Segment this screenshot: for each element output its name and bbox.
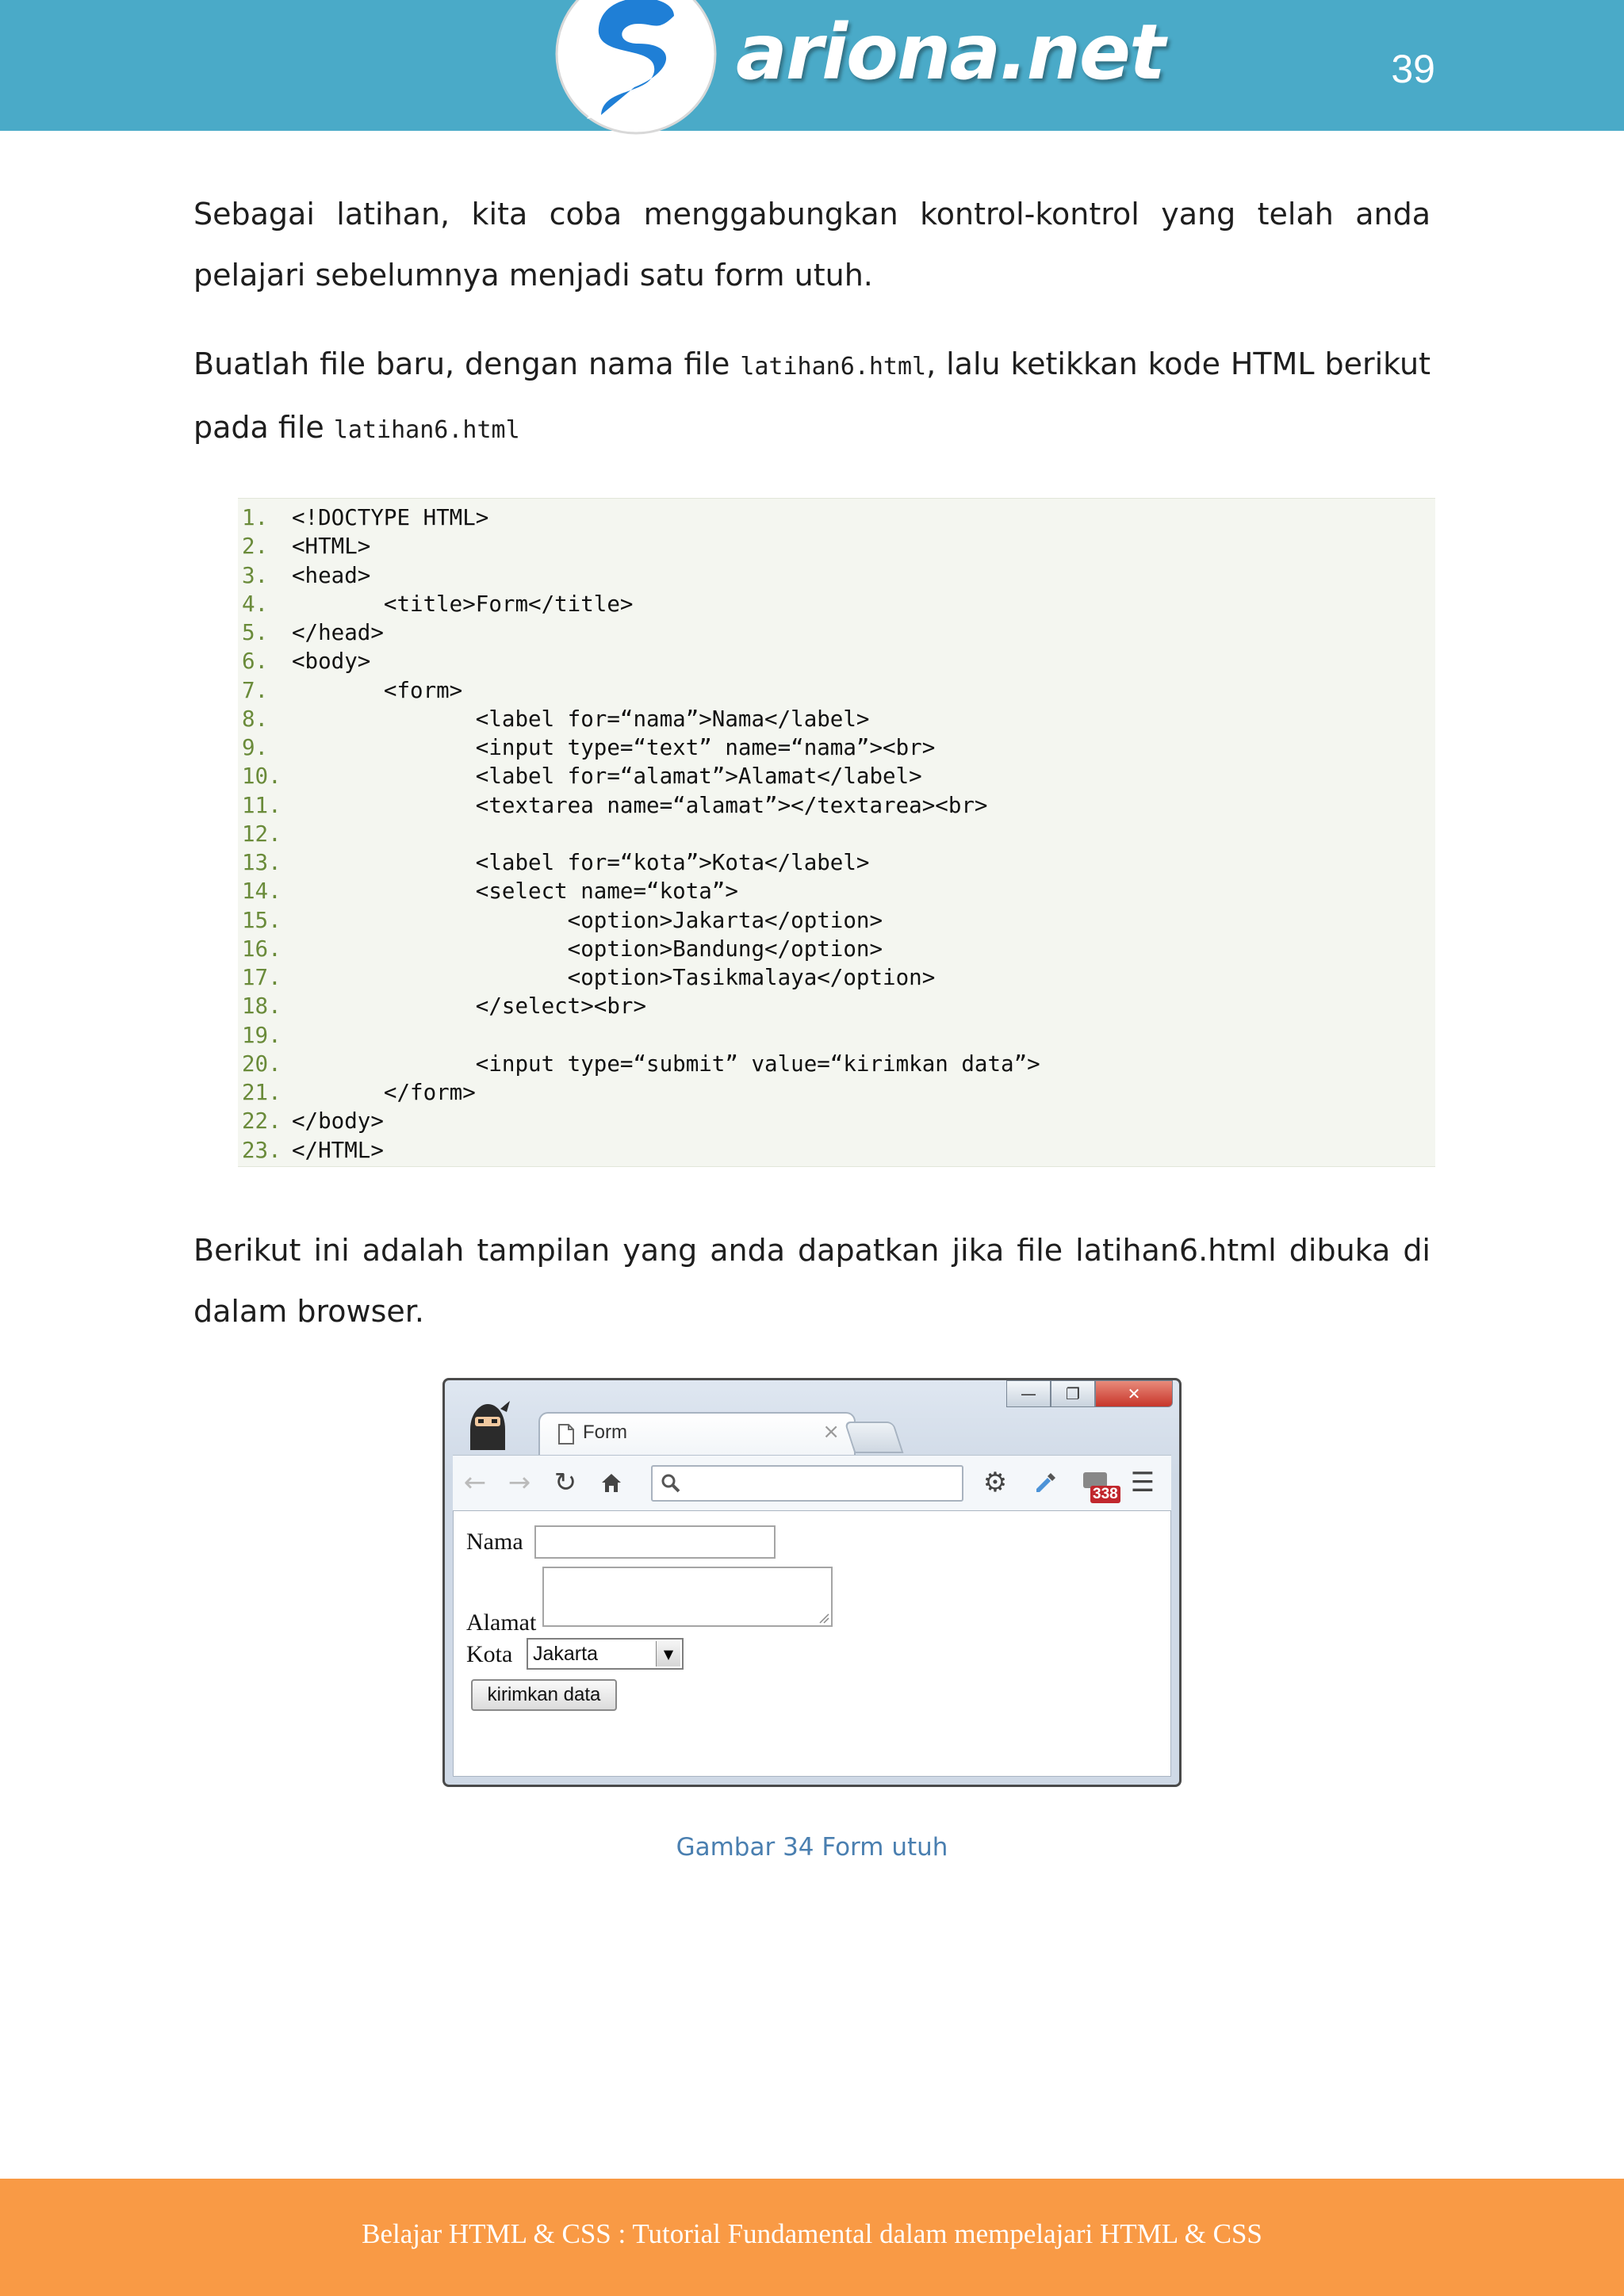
- code-line-number: 22.: [242, 1108, 282, 1135]
- submit-button[interactable]: kirimkan data: [471, 1679, 617, 1711]
- code-line-text: </body>: [292, 1108, 384, 1135]
- browser-toolbar: [453, 1455, 1171, 1512]
- code-line: [238, 992, 1435, 1020]
- code-line-number: 2.: [242, 534, 269, 560]
- tab-title: Form: [583, 1422, 627, 1443]
- code-line: [238, 1021, 1435, 1050]
- code-line: [238, 848, 1435, 877]
- page-footer: [0, 2179, 1624, 2296]
- intro-paragraph: Sebagai latihan, kita coba menggabungkan kontrol-kontrol yang telah anda pelajari sebelumnya menjadi satu form utuh.: [193, 197, 1431, 293]
- code-line-number: 7.: [242, 677, 269, 703]
- site-logo: [555, 0, 1164, 151]
- kota-label: Kota: [466, 1641, 513, 1667]
- code-line-text: <option>Tasikmalaya</option>: [292, 965, 936, 990]
- logo-text: ariona.net: [736, 8, 1164, 97]
- code-line: [238, 503, 1435, 532]
- code-line: [238, 877, 1435, 905]
- code-line: [238, 762, 1435, 790]
- address-bar[interactable]: [651, 1465, 963, 1502]
- code-line-number: 9.: [242, 735, 269, 760]
- code-line-number: 14.: [242, 878, 282, 905]
- code-line-number: 17.: [242, 965, 282, 990]
- kota-selected-value: Jakarta: [533, 1643, 598, 1665]
- nama-label: Nama: [466, 1529, 523, 1555]
- chevron-down-icon[interactable]: ▼: [656, 1641, 680, 1667]
- code-line-number: 19.: [242, 1022, 282, 1048]
- code-line-number: 23.: [242, 1137, 282, 1163]
- document-icon: [557, 1423, 575, 1445]
- code-line-text: <select name=“kota”>: [292, 878, 738, 905]
- code-line: [238, 1136, 1435, 1165]
- minimize-icon[interactable]: —: [1006, 1380, 1051, 1407]
- code-line-text: <body>: [292, 649, 371, 675]
- code-line-text: <label for=“nama”>Nama</label>: [292, 706, 870, 732]
- new-tab-button[interactable]: [845, 1422, 904, 1453]
- code-listing: [238, 498, 1435, 1167]
- code-line-text: <input type=“submit” value=“kirimkan data”>: [292, 1050, 1040, 1077]
- filename-code: latihan6.html: [740, 353, 927, 381]
- code-line-number: 5.: [242, 620, 269, 645]
- code-line-number: 13.: [242, 850, 282, 875]
- code-line-text: <HTML>: [292, 534, 371, 560]
- code-line-text: </HTML>: [292, 1137, 384, 1163]
- resize-handle-icon[interactable]: [818, 1613, 829, 1624]
- code-line-text: <input type=“text” name=“nama”><br>: [292, 735, 936, 760]
- code-line-number: 8.: [242, 706, 269, 732]
- code-line: [238, 906, 1435, 935]
- page-header: [0, 0, 1624, 131]
- code-line: [238, 676, 1435, 705]
- code-line-text: <title>Form</title>: [292, 591, 634, 617]
- code-line: [238, 733, 1435, 762]
- code-line-text: <head>: [292, 562, 371, 588]
- code-line-number: 20.: [242, 1050, 282, 1077]
- eyedropper-icon[interactable]: [1030, 1467, 1062, 1498]
- code-line-text: <label for=“alamat”>Alamat</label>: [292, 763, 922, 790]
- maximize-icon[interactable]: ❐: [1051, 1380, 1095, 1407]
- code-line-text: </select><br>: [292, 993, 647, 1020]
- instruction-text-start: Buatlah file baru, dengan nama file: [193, 346, 741, 381]
- code-line-text: <option>Jakarta</option>: [292, 907, 883, 933]
- code-line-number: 6.: [242, 649, 269, 675]
- back-arrow-icon[interactable]: ←: [463, 1467, 487, 1498]
- tab-form[interactable]: [538, 1412, 856, 1455]
- figure-caption: Gambar 34 Form utuh: [676, 1833, 948, 1862]
- code-line-number: 15.: [242, 907, 282, 933]
- footer-text: Belajar HTML & CSS : Tutorial Fundamental dalam mempelajari HTML & CSS: [362, 2218, 1262, 2249]
- home-icon[interactable]: [596, 1467, 627, 1498]
- extension-badge: 338: [1090, 1486, 1120, 1503]
- code-line: [238, 963, 1435, 992]
- code-line: [238, 1107, 1435, 1135]
- code-line-number: 18.: [242, 993, 282, 1020]
- code-line-text: <option>Bandung</option>: [292, 936, 883, 962]
- close-icon[interactable]: ✕: [1095, 1380, 1173, 1407]
- instruction-text-middle: , lalu ketikkan kode HTML berikut pada file: [193, 346, 1431, 445]
- ninja-avatar-icon: [464, 1398, 511, 1450]
- code-line-text: <textarea name=“alamat”></textarea><br>: [292, 792, 988, 818]
- code-line: [238, 532, 1435, 561]
- kota-select[interactable]: [527, 1638, 684, 1670]
- code-line-number: 16.: [242, 936, 282, 962]
- code-line: [238, 820, 1435, 848]
- code-line: [238, 935, 1435, 963]
- code-line-text: <label for=“kota”>Kota</label>: [292, 850, 870, 875]
- alamat-label: Alamat: [466, 1609, 537, 1636]
- code-line: [238, 791, 1435, 820]
- page-number: 39: [1391, 47, 1435, 91]
- code-line-number: 21.: [242, 1080, 282, 1105]
- result-paragraph: Berikut ini adalah tampilan yang anda dapatkan jika file latihan6.html dibuka di dalam browser.: [193, 1233, 1431, 1329]
- code-line-text: <form>: [292, 677, 463, 703]
- code-line: [238, 647, 1435, 675]
- window-controls: [1006, 1380, 1173, 1410]
- code-line-text: </form>: [292, 1080, 476, 1105]
- filename-code: latihan6.html: [333, 416, 520, 444]
- code-line-number: 1.: [242, 505, 269, 530]
- code-line: [238, 705, 1435, 733]
- code-line-number: 3.: [242, 562, 269, 588]
- code-line-number: 11.: [242, 792, 282, 818]
- code-line-text: </head>: [292, 620, 384, 645]
- forward-arrow-icon[interactable]: →: [508, 1467, 531, 1498]
- code-line-text: <!DOCTYPE HTML>: [292, 505, 489, 530]
- gear-icon[interactable]: ⚙: [982, 1467, 1008, 1498]
- code-line-number: 4.: [242, 591, 269, 617]
- code-line: [238, 561, 1435, 590]
- browser-window-figure: [442, 1378, 1182, 1787]
- alamat-textarea[interactable]: [542, 1567, 833, 1627]
- code-line-number: 10.: [242, 763, 282, 790]
- nama-input[interactable]: [534, 1525, 776, 1559]
- menu-icon[interactable]: ☰: [1130, 1467, 1155, 1498]
- instruction-paragraph: [193, 334, 1431, 461]
- code-line: [238, 618, 1435, 647]
- code-line: [238, 1050, 1435, 1078]
- code-line: [238, 590, 1435, 618]
- browser-viewport: [453, 1510, 1171, 1777]
- code-line-number: 12.: [242, 821, 282, 847]
- tab-close-icon[interactable]: ×: [822, 1420, 840, 1444]
- search-icon: [659, 1471, 683, 1495]
- chat-bubble-logo-icon: [555, 0, 718, 139]
- reload-icon[interactable]: ↻: [553, 1467, 577, 1498]
- code-line: [238, 1078, 1435, 1107]
